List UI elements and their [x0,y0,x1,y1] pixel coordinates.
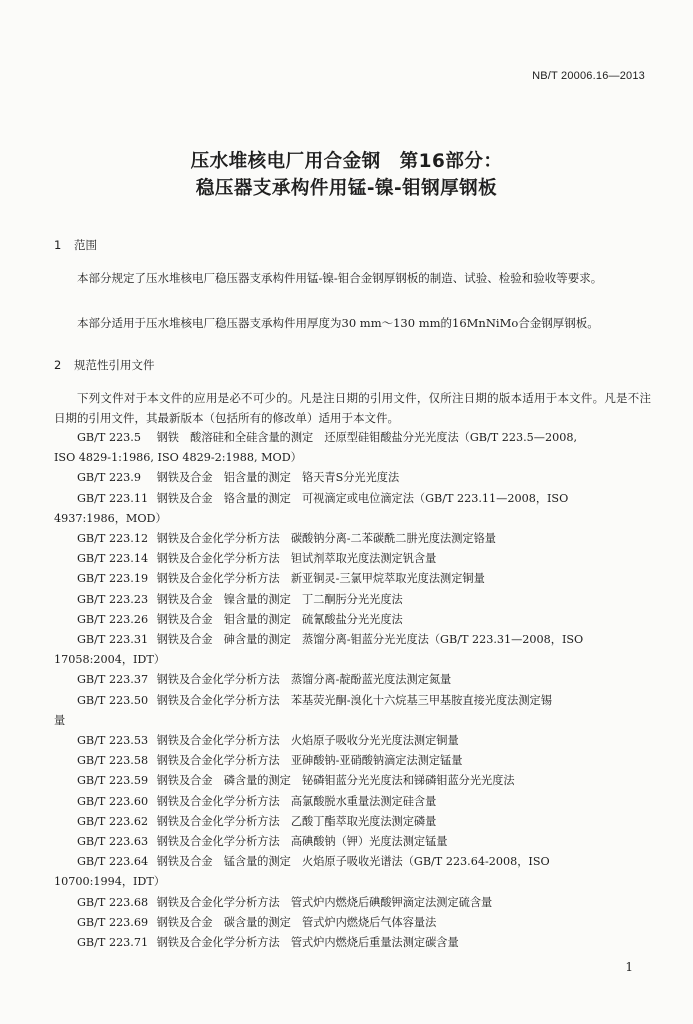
reference-code: GB/T 223.64 [77,855,149,869]
reference-code: GB/T 223.59 [77,774,149,788]
document-title-line2: 稳压器支承构件用锰-镍-钼钢厚钢板 [195,178,498,199]
reference-code: GB/T 223.62 [77,814,149,828]
reference-title: 钢铁及合金 碳含量的测定 管式炉内燃烧后气体容量法 [156,915,437,929]
section-number: 2 [54,358,62,372]
reference-item [54,529,654,549]
reference-item [54,913,654,933]
reference-title: 钢铁及合金化学分析方法 亚砷酸钠-亚硝酸钠滴定法测定锰量 [156,754,463,768]
reference-item [54,590,654,610]
reference-title: 钢铁及合金化学分析方法 钽试剂萃取光度法测定钒含量 [156,552,437,566]
reference-title: 钢铁及合金化学分析方法 火焰原子吸收分光光度法测定铜量 [156,734,459,748]
reference-title: 钢铁及合金 钼含量的测定 硫氰酸盐分光光度法 [156,612,403,626]
reference-code: GB/T 223.50 [77,693,149,707]
reference-code: GB/T 223.26 [77,612,149,626]
reference-title: 钢铁及合金化学分析方法 高氯酸脱水重量法测定硅含量 [156,794,437,808]
reference-item [54,852,654,892]
reference-title: 钢铁 酸溶硅和全硅含量的测定 还原型硅钼酸盐分光光度法（GB/T 223.5—2008, [156,431,578,444]
scope-paragraph-2: 本部分适用于压水堆核电厂稳压器支承构件用厚度为30 mm～130 mm的16MnNiMo合金钢厚钢板。 [77,316,599,330]
reference-item [54,670,654,690]
scope-paragraph-1: 本部分规定了压水堆核电厂稳压器支承构件用锰-镍-钼合金钢厚钢板的制造、试验、检验和验收等要求。 [77,271,603,285]
reference-code: GB/T 223.12 [77,532,149,546]
reference-code: GB/T 223.23 [77,592,149,606]
reference-code: GB/T 223.11 [77,491,149,505]
reference-code: GB/T 223.5 [77,431,141,444]
reference-item [54,428,654,468]
reference-item [54,468,654,488]
reference-title: 钢铁及合金 铝含量的测定 铬天青S分光光度法 [156,471,400,485]
reference-list [54,428,654,953]
reference-item [54,489,654,529]
reference-title: 钢铁及合金化学分析方法 碳酸钠分离-二苯碳酰二肼光度法测定铬量 [156,532,496,546]
reference-title: 钢铁及合金 磷含量的测定 铋磷钼蓝分光光度法和锑磷钼蓝分光光度法 [156,774,515,788]
reference-continuation: ISO 4829-1:1986, ISO 4829-2:1988, MOD） [54,451,302,465]
reference-code: GB/T 223.31 [77,633,149,647]
reference-code: GB/T 223.9 [77,471,141,485]
reference-item [54,610,654,630]
section-title: 范围 [74,238,97,252]
standard-code: NB/T 20006.16—2013 [532,70,645,82]
reference-continuation: 4937:1986，MOD） [54,511,167,525]
reference-code: GB/T 223.19 [77,572,149,586]
reference-item [54,691,654,731]
reference-title: 钢铁及合金化学分析方法 新亚铜灵-三氯甲烷萃取光度法测定铜量 [156,572,485,586]
reference-title: 钢铁及合金 镍含量的测定 丁二酮肟分光光度法 [156,592,403,606]
reference-code: GB/T 223.71 [77,936,149,950]
reference-code: GB/T 223.69 [77,915,149,929]
reference-title: 钢铁及合金 铬含量的测定 可视滴定或电位滴定法（GB/T 223.11—2008，ISO [156,491,569,505]
reference-code: GB/T 223.53 [77,734,149,748]
reference-item [54,630,654,670]
reference-item [54,771,654,791]
section-title: 规范性引用文件 [74,358,155,372]
section-number: 1 [54,238,62,252]
reference-item [54,569,654,589]
reference-item [54,832,654,852]
reference-code: GB/T 223.60 [77,794,149,808]
reference-title: 钢铁及合金化学分析方法 蒸馏分离-靛酚蓝光度法测定氮量 [156,673,452,687]
reference-item [54,893,654,913]
reference-continuation: 10700:1994，IDT） [54,875,166,889]
reference-code: GB/T 223.63 [77,835,149,849]
reference-item [54,812,654,832]
reference-title: 钢铁及合金化学分析方法 管式炉内燃烧后碘酸钾滴定法测定硫含量 [156,895,493,909]
reference-continuation: 17058:2004，IDT） [54,653,166,667]
reference-title: 钢铁及合金化学分析方法 高碘酸钠（钾）光度法测定锰量 [156,835,448,849]
reference-continuation: 量 [54,713,66,727]
document-title-line1: 压水堆核电厂用合金钢 第16部分： [190,151,503,172]
reference-title: 钢铁及合金化学分析方法 管式炉内燃烧后重量法测定碳含量 [156,936,459,950]
page-number: 1 [625,960,633,974]
reference-item [54,549,654,569]
reference-title: 钢铁及合金化学分析方法 乙酸丁酯萃取光度法测定磷量 [156,814,437,828]
section-1-heading [54,237,97,253]
reference-item [54,751,654,771]
reference-item [54,933,654,953]
normative-intro-paragraph: 下列文件对于本文件的应用是必不可少的。凡是注日期的引用文件，仅所注日期的版本适用于本文件。凡是不注日期的引用文件，其最新版本（包括所有的修改单）适用于本文件。 [54,391,651,425]
section-2-heading [54,357,155,373]
reference-title: 钢铁及合金化学分析方法 苯基荧光酮-溴化十六烷基三甲基胺直接光度法测定锡 [156,693,552,707]
reference-item [54,731,654,751]
reference-title: 钢铁及合金 锰含量的测定 火焰原子吸收光谱法（GB/T 223.64-2008，ISO [156,855,550,869]
reference-code: GB/T 223.14 [77,552,149,566]
reference-item [54,792,654,812]
reference-title: 钢铁及合金 砷含量的测定 蒸馏分离-钼蓝分光光度法（GB/T 223.31—2008，ISO [156,633,584,647]
reference-code: GB/T 223.68 [77,895,149,909]
reference-code: GB/T 223.37 [77,673,149,687]
reference-code: GB/T 223.58 [77,754,149,768]
